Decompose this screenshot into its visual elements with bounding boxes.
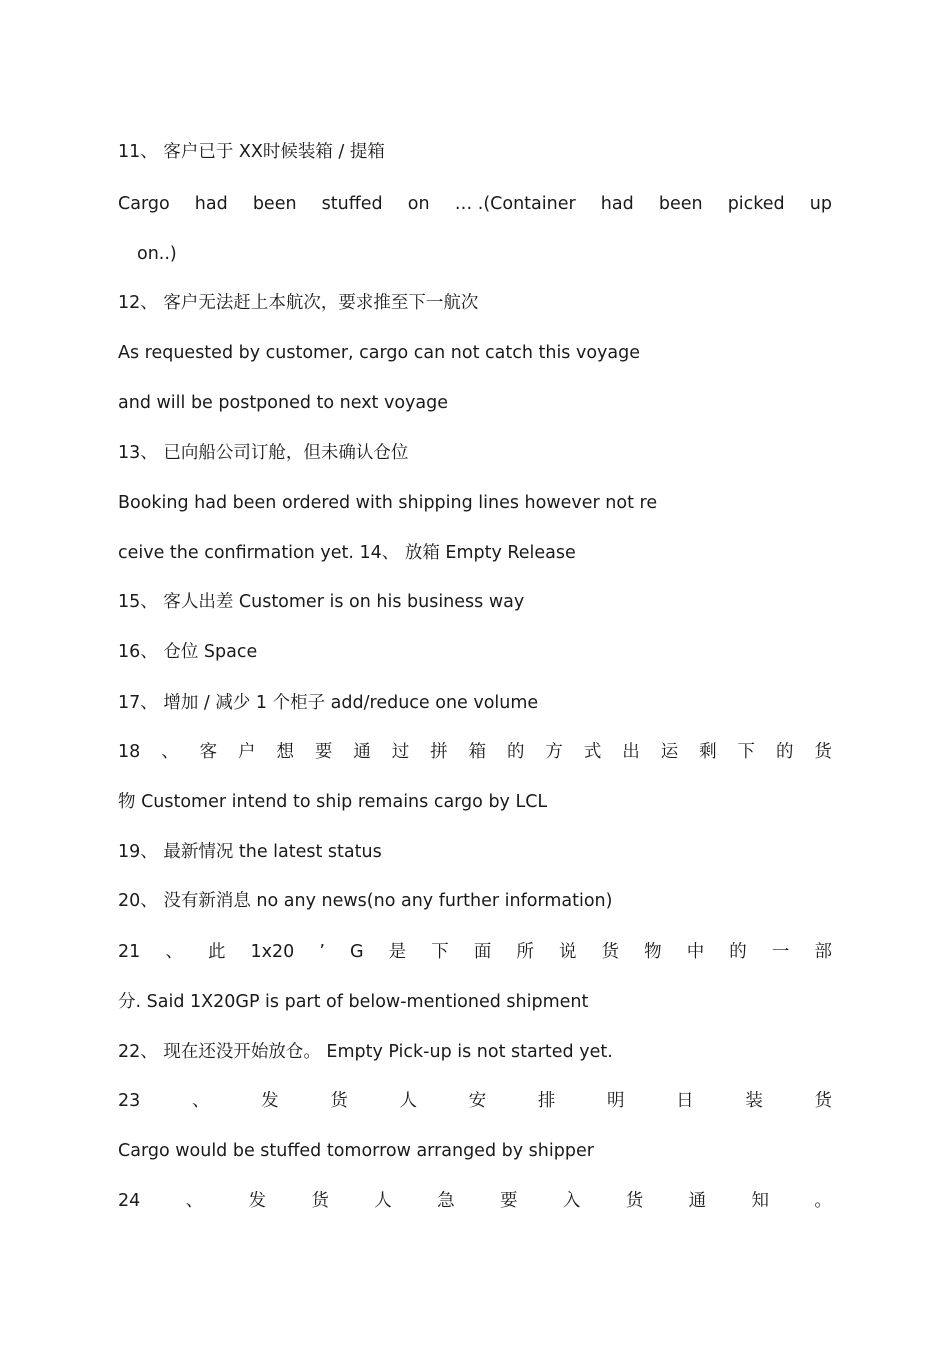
char: 货 <box>330 1091 348 1111</box>
char: 户 <box>238 742 256 762</box>
char: 通 <box>688 1191 707 1211</box>
char: 物 <box>644 942 662 962</box>
item-17: 17、 增加 / 减少 1 个柜子 add/reduce one volume <box>118 693 539 713</box>
item-11-english-line-2: on..) <box>137 244 177 264</box>
char: 货 <box>601 942 620 962</box>
char: 货 <box>814 1091 832 1111</box>
item-15: 15、 客人出差 Customer is on his business way <box>118 592 525 612</box>
item-11-english-line-1 <box>118 190 832 218</box>
char: 货 <box>625 1191 644 1211</box>
char: 的 <box>507 742 525 762</box>
char: 是 <box>388 942 407 962</box>
char: ’ <box>319 942 325 962</box>
item-19: 19、 最新情况 the latest status <box>118 842 382 862</box>
word: picked <box>727 194 785 214</box>
item-21-heading <box>118 938 832 966</box>
char: 发 <box>248 1191 267 1211</box>
item-11-heading: 11、 客户已于 XX时候装箱 / 提箱 <box>118 142 385 162</box>
item-13-heading: 13、 已向船公司订舱，但未确认仓位 <box>118 443 409 463</box>
char: 、 <box>191 1091 210 1111</box>
char: 此 <box>207 942 226 962</box>
char: 24 <box>118 1191 141 1211</box>
char: 21 <box>118 942 141 962</box>
char: 人 <box>374 1191 392 1211</box>
char: 中 <box>686 942 705 962</box>
char: 日 <box>676 1091 694 1111</box>
char: 。 <box>814 1191 832 1211</box>
char: 式 <box>583 742 602 762</box>
char: 入 <box>562 1191 581 1211</box>
item-24-heading <box>118 1187 832 1215</box>
char: 排 <box>537 1091 556 1111</box>
char: 通 <box>353 742 371 762</box>
item-23-heading <box>118 1087 832 1115</box>
char: 人 <box>399 1091 417 1111</box>
char: 货 <box>814 742 832 762</box>
char: 1x20 <box>250 942 295 962</box>
char: 所 <box>516 942 534 962</box>
char: 方 <box>545 742 563 762</box>
char: 装 <box>745 1091 763 1111</box>
item-18-heading <box>118 738 832 766</box>
char: 发 <box>261 1091 279 1111</box>
char: 拼 <box>430 742 448 762</box>
word: … .(Container <box>454 194 576 214</box>
char: 一 <box>771 942 790 962</box>
char: 急 <box>437 1191 455 1211</box>
char: 剩 <box>699 742 717 762</box>
char: G <box>350 942 364 962</box>
item-12-english-line-2: and will be postponed to next voyage <box>118 393 449 413</box>
char: 下 <box>431 942 449 962</box>
word: been <box>252 194 297 214</box>
char: 18 <box>118 742 141 762</box>
word: been <box>658 194 703 214</box>
word: had <box>194 194 228 214</box>
char: 、 <box>165 942 183 962</box>
char: 23 <box>118 1091 141 1111</box>
char: 要 <box>500 1191 518 1211</box>
char: 的 <box>729 942 747 962</box>
char: 货 <box>311 1191 329 1211</box>
char: 要 <box>314 742 333 762</box>
item-16: 16、 仓位 Space <box>118 642 258 662</box>
char: 说 <box>558 942 577 962</box>
item-21-english: 分. Said 1X20GP is part of below-mentioned shipment <box>118 992 589 1012</box>
char: 、 <box>185 1191 204 1211</box>
item-12-english-line-1: As requested by customer, cargo can not catch this voyage <box>118 343 641 363</box>
item-20: 20、 没有新消息 no any news(no any further information) <box>118 891 613 911</box>
char: 过 <box>391 742 410 762</box>
word: had <box>600 194 634 214</box>
item-23-english: Cargo would be stuffed tomorrow arranged by shipper <box>118 1141 594 1161</box>
word: stuffed <box>321 194 383 214</box>
char: 客 <box>199 742 218 762</box>
char: 出 <box>622 742 640 762</box>
char: 、 <box>161 742 179 762</box>
item-18-english: 物 Customer intend to ship remains cargo by LCL <box>118 792 548 812</box>
word: Cargo <box>118 194 170 214</box>
char: 知 <box>751 1191 770 1211</box>
char: 部 <box>814 942 832 962</box>
item-12-heading: 12、 客户无法赶上本航次，要求推至下一航次 <box>118 293 479 313</box>
word: up <box>809 194 832 214</box>
item-13-english-line-1: Booking had been ordered with shipping lines however not re <box>118 493 658 513</box>
item-13-14-line: ceive the confirmation yet. 14、 放箱 Empty Release <box>118 543 576 563</box>
char: 安 <box>468 1091 487 1111</box>
char: 下 <box>737 742 756 762</box>
char: 想 <box>276 742 294 762</box>
char: 的 <box>775 742 794 762</box>
item-22: 22、 现在还没开始放仓。 Empty Pick-up is not started yet. <box>118 1042 613 1062</box>
char: 箱 <box>468 742 487 762</box>
word: on <box>407 194 430 214</box>
char: 面 <box>473 942 492 962</box>
char: 运 <box>660 742 679 762</box>
char: 明 <box>606 1091 625 1111</box>
